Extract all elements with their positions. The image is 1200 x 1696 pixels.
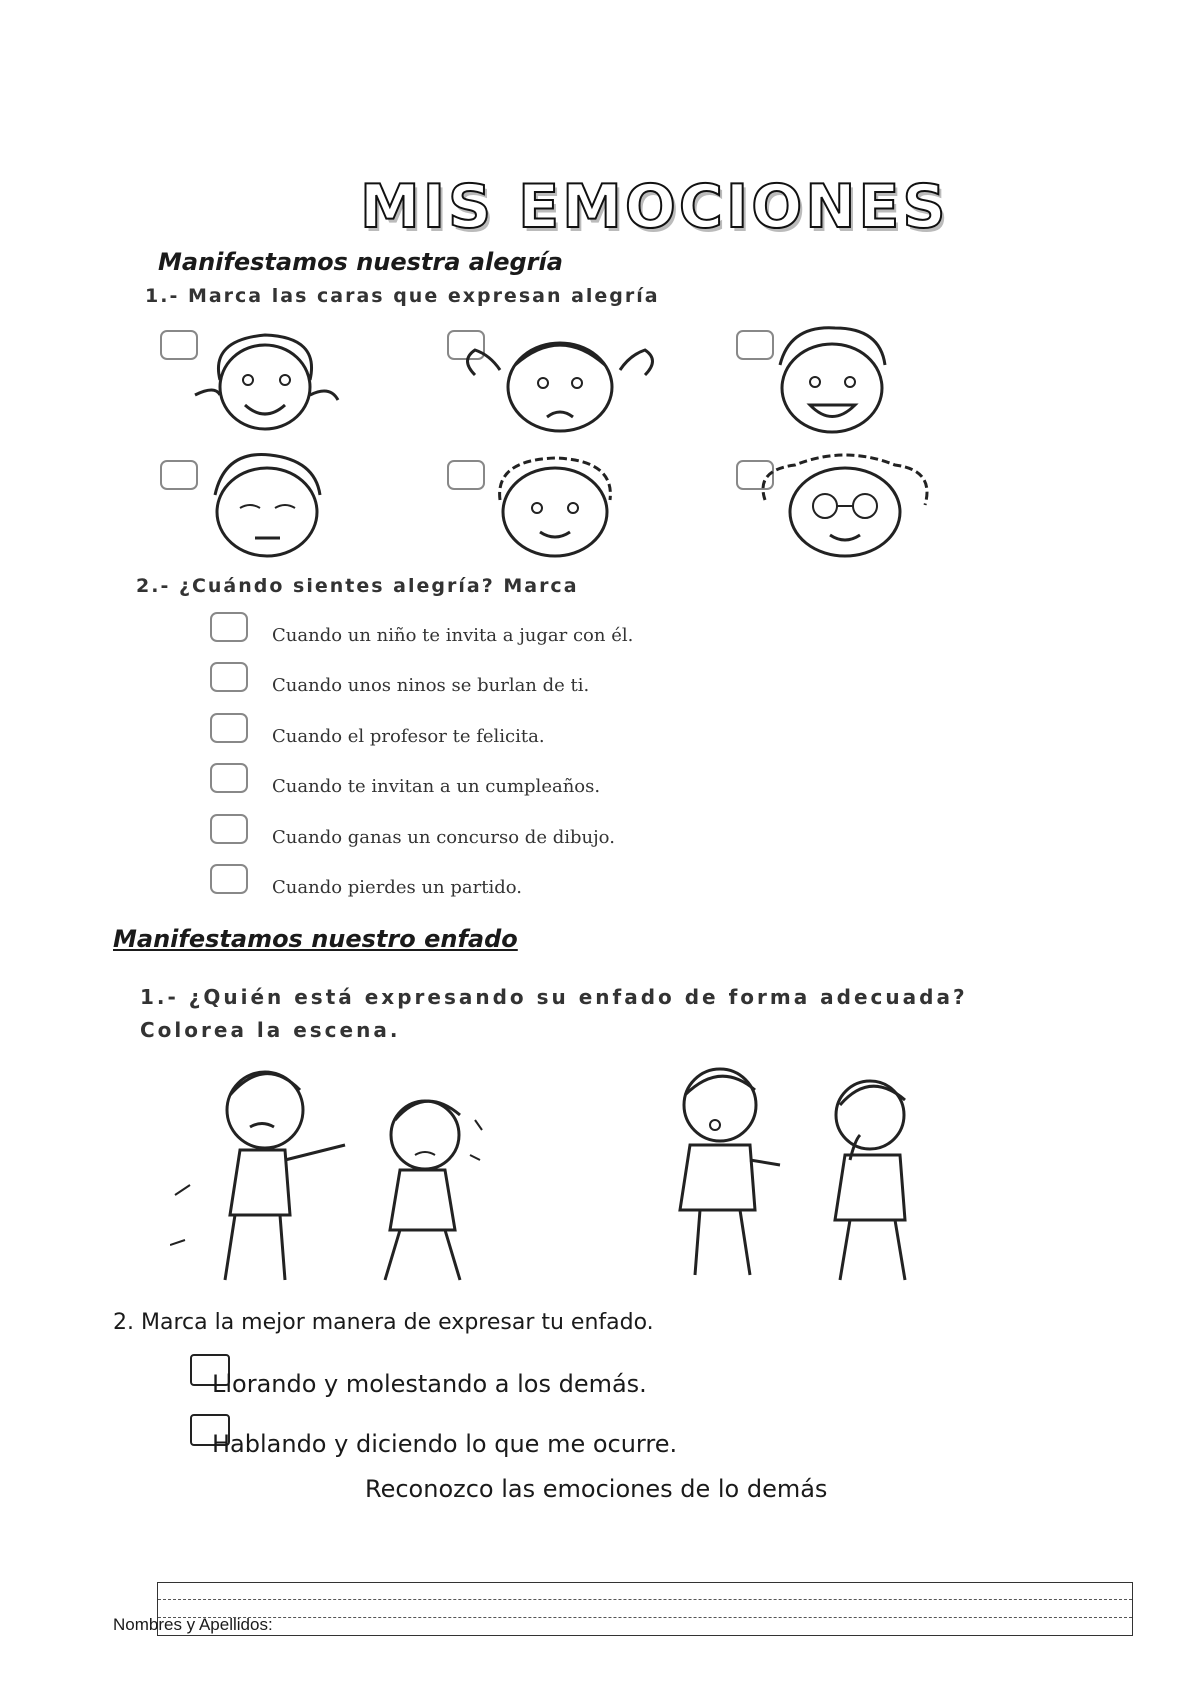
section-heading-emociones-demas: Reconozco las emociones de lo demás [365,1475,828,1503]
glasses-curly-face-icon [755,450,935,560]
option-checkbox[interactable] [210,662,248,692]
face-checkbox[interactable] [160,460,198,490]
alegria-option-row[interactable] [210,662,248,692]
alegria-option-label: Cuando un niño te invita a jugar con él. [272,625,634,646]
writing-line [158,1617,1132,1618]
option-checkbox[interactable] [210,864,248,894]
neutral-curly-face-icon [485,450,625,560]
option-checkbox[interactable] [210,713,248,743]
question-1-alegria: 1.- Marca las caras que expresan alegría [145,285,660,307]
happy-boy-face-icon [760,320,900,440]
sleepy-boy-face-icon [195,450,335,560]
alegria-option-row[interactable] [210,612,248,642]
angry-scene-illustration[interactable] [170,1065,530,1299]
writing-line [158,1599,1132,1600]
worksheet-title: MIS EMOCIONES [360,172,949,242]
sad-girl-face-icon [455,325,665,435]
alegria-option-label: Cuando el profesor te felicita. [272,726,545,747]
alegria-option-label: Cuando pierdes un partido. [272,877,522,898]
question-1-enfado-line2: Colorea la escena. [140,1018,401,1042]
question-2-enfado: 2. Marca la mejor manera de expresar tu enfado. [113,1310,654,1335]
face-checkbox[interactable] [447,460,485,490]
alegria-option-label: Cuando ganas un concurso de dibujo. [272,827,615,848]
option-checkbox[interactable] [210,814,248,844]
section-heading-alegria: Manifestamos nuestra alegría [158,248,563,276]
alegria-option-label: Cuando te invitan a un cumpleaños. [272,776,601,797]
face-option-5[interactable] [447,460,485,490]
enfado-option-label: Hablando y diciendo lo que me ocurre. [212,1430,678,1458]
calm-scene-illustration[interactable] [655,1060,955,1299]
alegria-option-row[interactable] [210,864,248,894]
alegria-option-row[interactable] [210,814,248,844]
alegria-option-row[interactable] [210,713,248,743]
name-input-box[interactable] [157,1582,1133,1636]
question-1-enfado-line1: 1.- ¿Quién está expresando su enfado de forma adecuada? [140,985,968,1009]
question-2-alegria: 2.- ¿Cuándo sientes alegría? Marca [136,575,579,597]
happy-girl-face-icon [190,325,340,435]
name-label: Nombres y Apellidos: [113,1615,273,1634]
option-checkbox[interactable] [210,612,248,642]
section-heading-enfado: Manifestamos nuestro enfado [113,925,518,953]
alegria-option-label: Cuando unos ninos se burlan de ti. [272,675,590,696]
enfado-option-label: Llorando y molestando a los demás. [212,1370,647,1398]
alegria-option-row[interactable] [210,763,248,793]
option-checkbox[interactable] [210,763,248,793]
face-option-4[interactable] [160,460,198,490]
